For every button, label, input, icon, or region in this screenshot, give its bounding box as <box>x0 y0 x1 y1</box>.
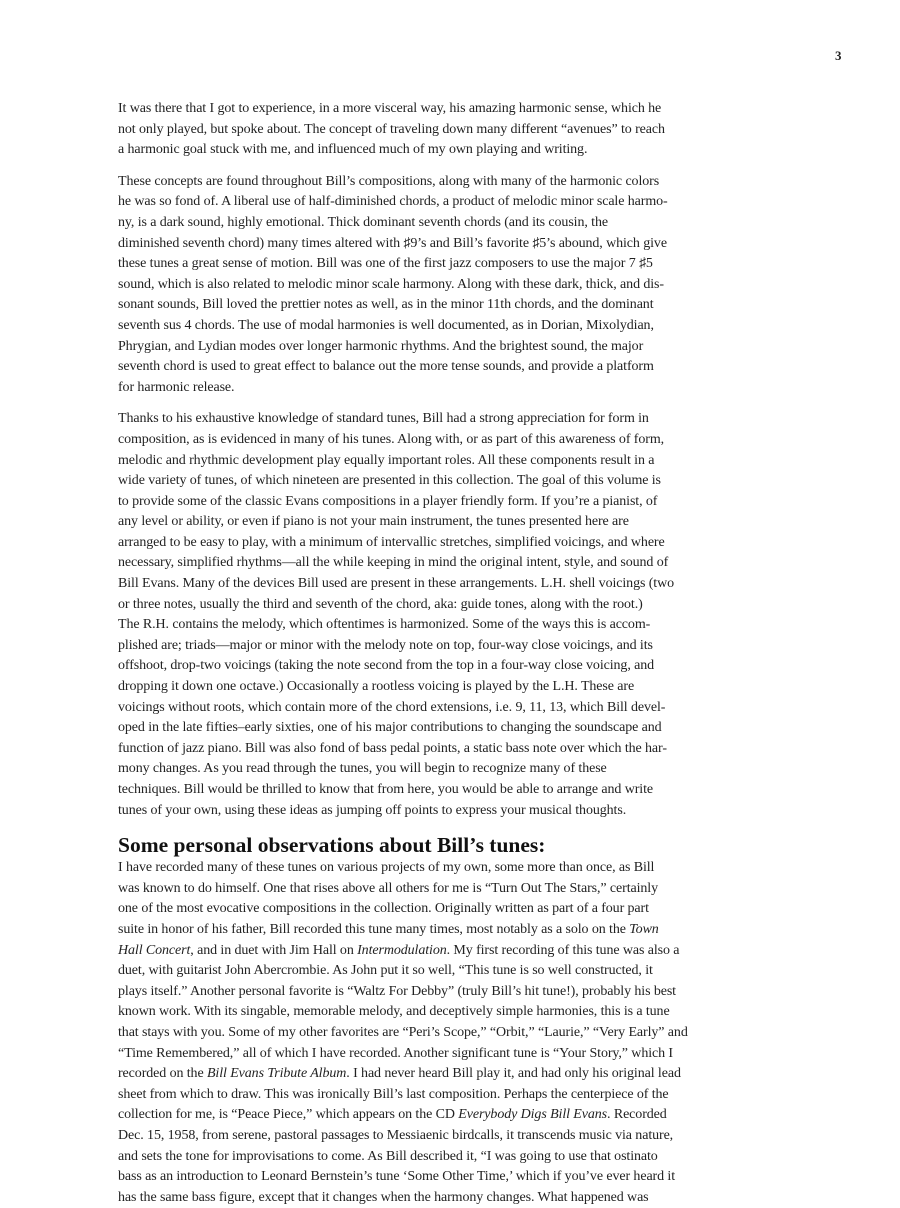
text-line: “Time Remembered,” all of which I have recorded. Another significant tune is “Your Story,” which I <box>118 1045 673 1061</box>
text-line: arranged to be easy to play, with a minimum of intervallic stretches, simplified voicings, and where <box>118 534 665 550</box>
text-line: these tunes a great sense of motion. Bill was one of the first jazz composers to use the major 7 ♯5 <box>118 256 653 272</box>
text-run: collection for me, is “Peace Piece,” which appears on the CD <box>118 1107 459 1123</box>
text-line: duet, with guitarist John Abercrombie. As John put it so well, “This tune is so well constructed, it <box>118 963 653 979</box>
text-line: plays itself.” Another personal favorite is “Waltz For Debby” (truly Bill’s hit tune!), probably his best <box>118 983 676 999</box>
album-title-italic: Hall Concert <box>118 942 191 958</box>
text-line: he was so fond of. A liberal use of half-diminished chords, a product of melodic minor scale harmo- <box>118 194 668 210</box>
text-line: function of jazz piano. Bill was also fond of bass pedal points, a static bass note over which the har- <box>118 740 667 756</box>
text-line: Bill Evans. Many of the devices Bill used are present in these arrangements. L.H. shell voicings (two <box>118 576 674 592</box>
text-run: , and in duet with Jim Hall on <box>190 942 358 958</box>
text-line: seventh chord is used to great effect to balance out the more tense sounds, and provide a platform <box>118 359 654 375</box>
body-text <box>118 99 790 1208</box>
text-line: ny, is a dark sound, highly emotional. Thick dominant seventh chords (and its cousin, the <box>118 214 608 230</box>
text-line: The R.H. contains the melody, which oftentimes is harmonized. Some of the ways this is accom- <box>118 617 651 633</box>
text-line: wide variety of tunes, of which nineteen are presented in this collection. The goal of this volume is <box>118 473 661 489</box>
text-run: . My first recording of this tune was also a <box>446 942 680 958</box>
text-line: one of the most evocative compositions in the collection. Originally written as part of a four part <box>118 901 649 917</box>
text-line: offshoot, drop-two voicings (taking the note second from the top in a four-way close voicing, and <box>118 658 655 674</box>
album-title-italic: Everybody Digs Bill Evans <box>458 1107 608 1123</box>
text-line: These concepts are found throughout Bill’s compositions, along with many of the harmonic colors <box>118 173 660 189</box>
page-number: 3 <box>835 48 842 63</box>
paragraph-1 <box>118 99 790 161</box>
text-line: has the same bass figure, except that it changes when the harmony changes. What happened was <box>118 1189 649 1205</box>
text-line <box>118 1105 790 1126</box>
album-title-italic: Intermodulation <box>357 942 447 958</box>
text-line: known work. With its singable, memorable melody, and deceptively simple harmonies, this is a tune <box>118 1004 670 1020</box>
text-line <box>118 920 790 941</box>
text-line <box>118 941 790 962</box>
text-line: techniques. Bill would be thrilled to know that from here, you would be able to arrange and write <box>118 782 653 797</box>
text-line: tunes of your own, using these ideas as jumping off points to express your musical thoughts. <box>118 802 627 818</box>
album-title-italic: Town <box>629 921 659 937</box>
text-line: for harmonic release. <box>118 379 235 395</box>
paragraph-3 <box>118 409 790 821</box>
text-run: . Recorded <box>607 1107 667 1123</box>
text-line: to provide some of the classic Evans compositions in a player friendly form. If you’re a pianist, of <box>118 493 658 509</box>
text-line: that stays with you. Some of my other favorites are “Peri’s Scope,” “Orbit,” “Laurie,” “Very Early” and <box>118 1024 688 1040</box>
text-line: any level or ability, or even if piano is not your main instrument, the tunes presented here are <box>118 514 629 530</box>
text-line <box>118 1064 790 1085</box>
text-line: mony changes. As you read through the tunes, you will begin to recognize many of these <box>118 761 607 777</box>
text-line: I have recorded many of these tunes on various projects of my own, some more than once, as Bill <box>118 860 655 876</box>
section-heading: Some personal observations about Bill’s tunes: <box>118 833 546 858</box>
album-title-italic: Bill Evans Tribute Album <box>206 1066 347 1082</box>
text-line: Phrygian, and Lydian modes over longer harmonic rhythms. And the brightest sound, the major <box>118 338 644 354</box>
text-line: composition, as is evidenced in many of his tunes. Along with, or as part of this awareness of form, <box>118 431 665 447</box>
text-line: was known to do himself. One that rises above all others for me is “Turn Out The Stars,” certainly <box>118 880 658 896</box>
text-line: necessary, simplified rhythms—all the while keeping in mind the original intent, style, and sound of <box>118 555 669 571</box>
text-line: plished are; triads—major or minor with the melody note on top, four-way close voicings, and its <box>118 637 653 653</box>
text-line: seventh sus 4 chords. The use of modal harmonies is well documented, as in Dorian, Mixolydian, <box>118 317 654 333</box>
text-line: melodic and rhythmic development play equally important roles. All these components result in a <box>118 452 655 468</box>
text-line: or three notes, usually the third and seventh of the chord, aka: guide tones, along with the root.) <box>118 596 643 612</box>
text-line: dropping it down one octave.) Occasionally a rootless voicing is played by the L.H. These are <box>118 679 635 695</box>
text-line: not only played, but spoke about. The concept of traveling down many different “avenues” to reach <box>118 121 665 137</box>
text-line: and sets the tone for improvisations to come. As Bill described it, “I was going to use that ostinato <box>118 1148 658 1164</box>
text-line: sheet from which to draw. This was ironically Bill’s last composition. Perhaps the centerpiece of the <box>118 1086 669 1102</box>
text-line: It was there that I got to experience, in a more visceral way, his amazing harmonic sense, which he <box>118 101 662 116</box>
text-run: suite in honor of his father, Bill recorded this tune many times, most notably as a solo on the <box>118 921 630 937</box>
text-line: sonant sounds, Bill loved the prettier notes as well, as in the minor 11th chords, and the dominant <box>118 297 654 313</box>
text-line: a harmonic goal stuck with me, and influenced much of my own playing and writing. <box>118 142 588 158</box>
text-line: voicings without roots, which contain more of the chord extensions, i.e. 9, 11, 13, which Bill devel- <box>118 699 666 715</box>
paragraph-2 <box>118 172 790 399</box>
text-line: sound, which is also related to melodic minor scale harmony. Along with these dark, thick, and dis- <box>118 276 664 292</box>
text-line: Dec. 15, 1958, from serene, pastoral passages to Messiaenic birdcalls, it transcends music via nature, <box>118 1127 674 1143</box>
text-run: recorded on the <box>118 1066 207 1082</box>
text-run: . I had never heard Bill play it, and had only his original lead <box>346 1066 681 1082</box>
text-line: bass as an introduction to Leonard Bernstein’s tune ‘Some Other Time,’ which if you’ve ever heard it <box>118 1169 676 1185</box>
text-line: diminished seventh chord) many times altered with ♯9’s and Bill’s favorite ♯5’s abound, which give <box>118 235 667 251</box>
paragraph-4 <box>118 858 790 1208</box>
text-line: oped in the late fifties–early sixties, one of his major contributions to changing the soundscape and <box>118 720 662 736</box>
text-line: Thanks to his exhaustive knowledge of standard tunes, Bill had a strong appreciation for form in <box>118 411 649 427</box>
